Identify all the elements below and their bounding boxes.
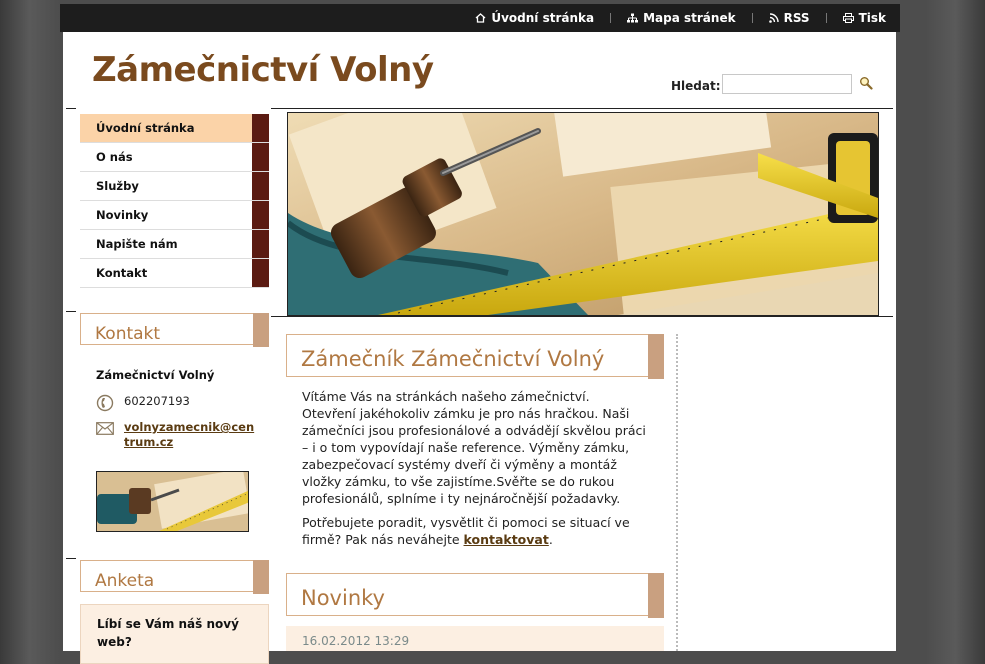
contact-thumbnail-image xyxy=(96,471,249,532)
news-date: 16.02.2012 13:29 xyxy=(302,634,410,648)
top-nav-rss-label: RSS xyxy=(783,11,810,25)
top-bar xyxy=(60,4,900,32)
article-paragraph-end: . xyxy=(548,532,553,547)
contact-name: Zámečnictví Volný xyxy=(96,368,215,382)
article-title: Zámečník Zámečnictví Volný xyxy=(301,347,605,371)
contact-box-title: Kontakt xyxy=(95,324,161,344)
news-title: Novinky xyxy=(301,586,385,610)
article-paragraph-text: Potřebujete poradit, vysvětlit či pomoci se situací ve firmě? Pak nás neváhejte xyxy=(302,515,630,547)
search-label: Hledat: xyxy=(671,79,721,93)
divider xyxy=(271,108,893,109)
sidebar-item-write-us[interactable]: Napište nám xyxy=(80,230,269,259)
article-paragraph-contact xyxy=(302,514,647,548)
poll-box-header xyxy=(80,560,269,592)
news-header xyxy=(286,573,664,616)
divider xyxy=(66,108,76,109)
divider xyxy=(826,13,827,23)
divider xyxy=(271,316,893,317)
sitemap-icon xyxy=(627,13,638,23)
contact-box-header xyxy=(80,313,269,345)
rss-icon xyxy=(769,13,779,23)
top-nav-sitemap-label: Mapa stránek xyxy=(643,11,736,25)
home-icon xyxy=(475,13,486,23)
poll-box-title: Anketa xyxy=(95,571,155,591)
contact-link[interactable]: kontaktovat xyxy=(463,532,549,547)
column-divider xyxy=(676,334,678,651)
top-nav-print-label: Tisk xyxy=(858,11,886,25)
top-nav-rss[interactable] xyxy=(769,11,810,25)
divider xyxy=(610,13,611,23)
news-item xyxy=(286,626,664,651)
sidebar-item-contact[interactable]: Kontakt xyxy=(80,259,269,288)
top-nav-home-label: Úvodní stránka xyxy=(491,11,595,25)
sidebar-item-home[interactable]: Úvodní stránka xyxy=(80,114,269,143)
hero-banner-image xyxy=(287,112,879,316)
sidebar-item-services[interactable]: Služby xyxy=(80,172,269,201)
sidebar-nav xyxy=(80,114,269,288)
contact-phone: 602207193 xyxy=(124,394,190,408)
divider xyxy=(66,558,76,559)
sidebar-item-news[interactable]: Novinky xyxy=(80,201,269,230)
top-nav-sitemap[interactable] xyxy=(627,11,735,25)
printer-icon xyxy=(843,13,854,23)
top-nav-home[interactable] xyxy=(475,11,594,25)
divider xyxy=(66,311,76,312)
envelope-icon xyxy=(96,422,114,435)
top-nav xyxy=(475,4,886,32)
phone-icon xyxy=(96,394,114,412)
page-container xyxy=(63,32,896,651)
site-title[interactable]: Zámečnictví Volný xyxy=(92,50,434,90)
article-paragraph: Vítáme Vás na stránkách našeho zámečnictví. Otevření jakéhokoliv zámku je pro nás hračkou. Naši zámečníci jsou profesionálové a odvádějí skvělou práci – i o tom vypovídají naše reference. Výměny zámku, zabezpečovací systémy dveří či výměny a montáž vložky zámku, to vše zajistíme.Svěřte se do rukou profesionálů, splníme i ty nejnáročnější požadavky. xyxy=(302,389,646,506)
article-header xyxy=(286,334,664,377)
search-input[interactable] xyxy=(722,74,852,94)
sidebar-item-about[interactable]: O nás xyxy=(80,143,269,172)
top-nav-print[interactable] xyxy=(843,11,886,25)
divider xyxy=(752,13,753,23)
search-icon[interactable] xyxy=(859,76,873,90)
poll-question-box xyxy=(80,604,269,664)
contact-email-link[interactable]: volnyzamecnik@centrum.cz xyxy=(124,420,255,449)
poll-question: Líbí se Vám náš nový web? xyxy=(97,617,239,649)
